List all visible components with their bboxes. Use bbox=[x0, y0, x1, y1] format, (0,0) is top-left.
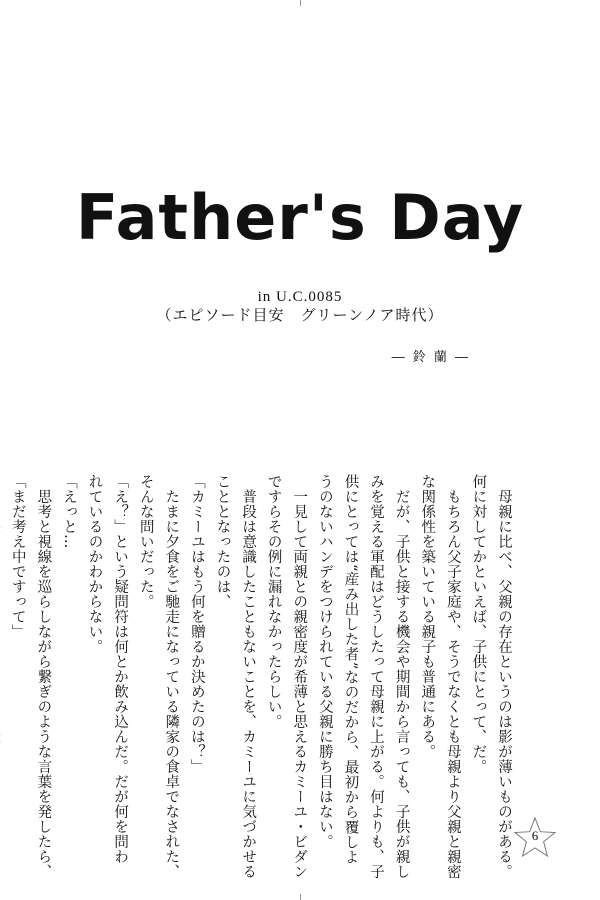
body-line: れているのかわからない。 bbox=[86, 474, 103, 654]
story-era: in U.C.0085 bbox=[257, 289, 343, 305]
body-line: 一見して両親との親密度が希薄と思えるカミーユ・ビダン bbox=[291, 474, 308, 879]
author-name: ― 鈴 蘭 ― bbox=[391, 350, 470, 365]
body-line: みを覚える軍配はどうしたって母親に上がる。何よりも、子 bbox=[368, 474, 385, 879]
body-line: 供にとっては“産み出した者”なのだから、最初から覆しよ bbox=[342, 474, 359, 865]
crop-mark-bottom bbox=[300, 894, 301, 900]
body-line: だが、子供と接する機会や期間から言っても、子供が親し bbox=[393, 474, 410, 879]
body-line: 思考と視線を巡らしながら繋ぎのような言葉を発したら、 bbox=[35, 474, 52, 879]
body-line: 「え？」という疑問符は何とか飲み込んだ。だが何を問わ bbox=[112, 474, 129, 864]
story-episode-note: （エピソード目安 グリーンノア時代） bbox=[156, 308, 444, 324]
body-line: そんな問いだった。 bbox=[137, 474, 154, 609]
story-body bbox=[9, 474, 516, 879]
body-line: 「えっと… bbox=[60, 474, 77, 549]
body-line: うのないハンデをつけられている父親に勝ち目はない。 bbox=[316, 474, 333, 849]
body-line: ですらその例に漏れなかったらしい。 bbox=[265, 474, 282, 729]
body-line: 「カミーユはもう何を贈るか決めたのは？」 bbox=[188, 474, 205, 774]
body-line: 母親に比べ、父親の存在というのは影が薄いものがある。 bbox=[496, 474, 512, 879]
page-number: 6 bbox=[531, 828, 539, 843]
body-line: な関係性を築いている親子も普通にある。 bbox=[419, 474, 436, 759]
body-line: たまに夕食をご馳走になっている隣家の食卓でなされた、 bbox=[163, 474, 180, 879]
body-line: もちろん父子家庭や、そうでなくとも母親より父親と親密 bbox=[444, 474, 461, 879]
body-line: 普段は意識したこともないことを、カミーユに気づかせる bbox=[240, 474, 257, 879]
body-line bbox=[0, 474, 4, 854]
story-title: Father's Day bbox=[75, 181, 525, 254]
body-line: こととなったのは、 bbox=[214, 474, 231, 609]
body-line: 何に対してかといえば、子供にとって、だ。 bbox=[470, 474, 487, 774]
crop-mark-top bbox=[300, 0, 301, 6]
body-line: 「まだ考え中ですって」 bbox=[9, 474, 26, 639]
